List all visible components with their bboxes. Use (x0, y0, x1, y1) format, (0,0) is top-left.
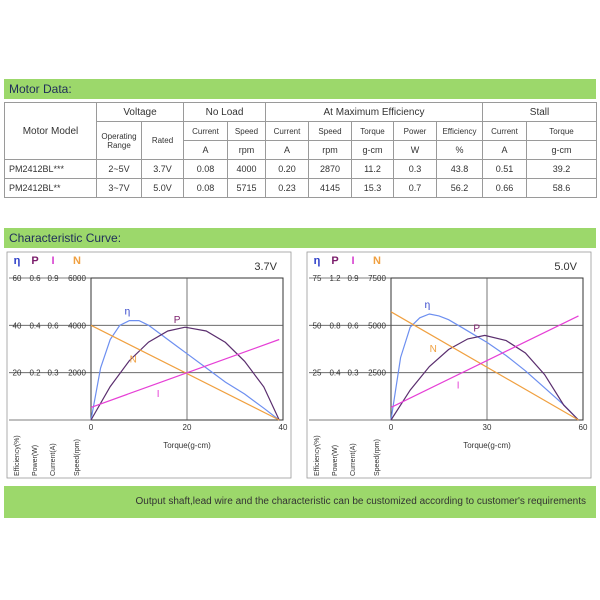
y-axis-name: Efficiency(%) (314, 435, 321, 476)
y-tick-label-speed: 6000 (68, 274, 86, 283)
curve-label-speed: N (429, 344, 437, 356)
curve-label-speed: N (129, 354, 137, 366)
x-axis-label: Torque(g-cm) (463, 441, 511, 450)
header-nl-current: Current (184, 122, 228, 141)
header-nl-speed: Speed (228, 122, 266, 141)
model-name: PM2412BL** (5, 179, 97, 198)
x-tick-label: 20 (182, 423, 192, 432)
y-tick-label-efficiency: 50 (312, 321, 322, 331)
motor-data-header (4, 79, 596, 99)
x-axis-label: Torque(g-cm) (163, 441, 211, 450)
me-power: 0.3 (394, 160, 437, 179)
header-operating-range: Operating Range (97, 122, 142, 160)
y-axis-name: Power(W) (32, 444, 39, 476)
unit-w: W (394, 141, 437, 160)
operating-range: 3~7V (97, 179, 142, 198)
y-tick-label-power: 0.4 (29, 321, 41, 331)
operating-range: 2~5V (97, 160, 142, 179)
y-axis-name: Power(W) (332, 444, 339, 476)
x-tick-label: 40 (278, 423, 288, 432)
axis-symbol: I (51, 255, 55, 267)
x-tick-label: 30 (482, 423, 492, 432)
y-tick-label-power: 1.2 (329, 274, 341, 283)
unit-a: A (266, 141, 309, 160)
st-current: 0.66 (483, 179, 527, 198)
footer-note-bar (4, 486, 596, 518)
y-tick-label-efficiency: 60 (12, 274, 22, 283)
y-tick-label-power: 0.8 (329, 321, 341, 331)
header-me-torque: Torque (352, 122, 394, 141)
voltage-label: 3.7V (254, 261, 277, 273)
y-tick-label-current: 0.3 (347, 368, 359, 378)
y-tick-label-efficiency: 25 (312, 368, 322, 378)
header-voltage: Voltage (97, 103, 184, 122)
y-tick-label-current: 0.3 (47, 368, 59, 378)
unit-gcm: g-cm (352, 141, 394, 160)
y-tick-label-power: 0.2 (29, 368, 41, 378)
header-me-speed: Speed (309, 122, 352, 141)
me-power: 0.7 (394, 179, 437, 198)
y-tick-label-speed: 5000 (368, 321, 386, 331)
table-row (5, 179, 597, 198)
me-speed: 2870 (309, 160, 352, 179)
st-torque: 39.2 (527, 160, 597, 179)
me-torque: 15.3 (352, 179, 394, 198)
unit-rpm: rpm (309, 141, 352, 160)
header-st-current: Current (483, 122, 527, 141)
header-stall: Stall (483, 103, 597, 122)
y-axis-name: Speed(rpm) (374, 439, 381, 476)
me-current: 0.23 (266, 179, 309, 198)
series-line-speed (391, 312, 579, 420)
header-no-load: No Load (184, 103, 266, 122)
x-tick-label: 0 (388, 423, 394, 432)
x-tick-label: 60 (578, 423, 588, 432)
header-st-torque: Torque (527, 122, 597, 141)
header-me-current: Current (266, 122, 309, 141)
y-tick-label-speed: 2500 (368, 368, 386, 378)
me-efficiency: 43.8 (437, 160, 483, 179)
y-tick-label-current: 0.6 (347, 321, 359, 331)
model-name: PM2412BL*** (5, 160, 97, 179)
characteristic-chart-3v7 (5, 250, 295, 480)
axis-symbol: η (313, 255, 321, 267)
header-motor-model: Motor Model (5, 103, 97, 160)
motor-data-table (4, 102, 597, 198)
footer-note: Output shaft,lead wire and the characteristic can be customized according to customer's requirements (135, 496, 586, 507)
nl-current: 0.08 (184, 160, 228, 179)
table-row (5, 160, 597, 179)
characteristic-curve-header (4, 228, 596, 248)
characteristic-chart-5v0 (305, 250, 595, 480)
axis-symbol: P (331, 255, 339, 267)
y-tick-label-efficiency: 20 (12, 368, 22, 378)
st-current: 0.51 (483, 160, 527, 179)
nl-current: 0.08 (184, 179, 228, 198)
axis-symbol: N (73, 255, 81, 267)
header-rated: Rated (142, 122, 184, 160)
curve-label-power: P (173, 315, 181, 327)
curve-label-efficiency: η (424, 299, 431, 311)
y-tick-label-efficiency: 40 (12, 321, 22, 331)
nl-speed: 4000 (228, 160, 266, 179)
unit-a: A (184, 141, 228, 160)
rated-voltage: 3.7V (142, 160, 184, 179)
motor-data-title: Motor Data: (9, 82, 72, 96)
y-axis-name: Current(A) (350, 443, 357, 476)
me-torque: 11.2 (352, 160, 394, 179)
y-axis-name: Current(A) (50, 443, 57, 476)
curve-label-current: I (156, 389, 160, 401)
me-efficiency: 56.2 (437, 179, 483, 198)
y-tick-label-speed: 4000 (68, 321, 86, 331)
y-tick-label-current: 0.9 (47, 274, 59, 283)
curve-label-power: P (473, 323, 481, 335)
unit-rpm: rpm (228, 141, 266, 160)
series-line-power (391, 335, 579, 420)
y-axis-name: Speed(rpm) (74, 439, 81, 476)
nl-speed: 5715 (228, 179, 266, 198)
rated-voltage: 5.0V (142, 179, 184, 198)
st-torque: 58.6 (527, 179, 597, 198)
header-me-power: Power (394, 122, 437, 141)
axis-symbol: P (31, 255, 39, 267)
curve-label-current: I (456, 380, 460, 392)
characteristic-curve-title: Characteristic Curve: (9, 231, 122, 245)
y-tick-label-power: 0.4 (329, 368, 341, 378)
me-speed: 4145 (309, 179, 352, 198)
unit-pct: % (437, 141, 483, 160)
axis-symbol: I (351, 255, 355, 267)
unit-a: A (483, 141, 527, 160)
axis-symbol: η (13, 255, 21, 267)
x-tick-label: 0 (88, 423, 94, 432)
y-tick-label-current: 0.6 (47, 321, 59, 331)
unit-gcm: g-cm (527, 141, 597, 160)
axis-symbol: N (373, 255, 381, 267)
y-tick-label-power: 0.6 (29, 274, 41, 283)
header-max-efficiency: At Maximum Efficiency (266, 103, 483, 122)
header-me-efficiency: Efficiency (437, 122, 483, 141)
voltage-label: 5.0V (554, 261, 577, 273)
y-tick-label-speed: 2000 (68, 368, 86, 378)
y-tick-label-efficiency: 75 (312, 274, 322, 283)
y-tick-label-current: 0.9 (347, 274, 359, 283)
y-tick-label-speed: 7500 (368, 274, 386, 283)
y-axis-name: Efficiency(%) (14, 435, 21, 476)
curve-label-efficiency: η (124, 306, 131, 318)
me-current: 0.20 (266, 160, 309, 179)
